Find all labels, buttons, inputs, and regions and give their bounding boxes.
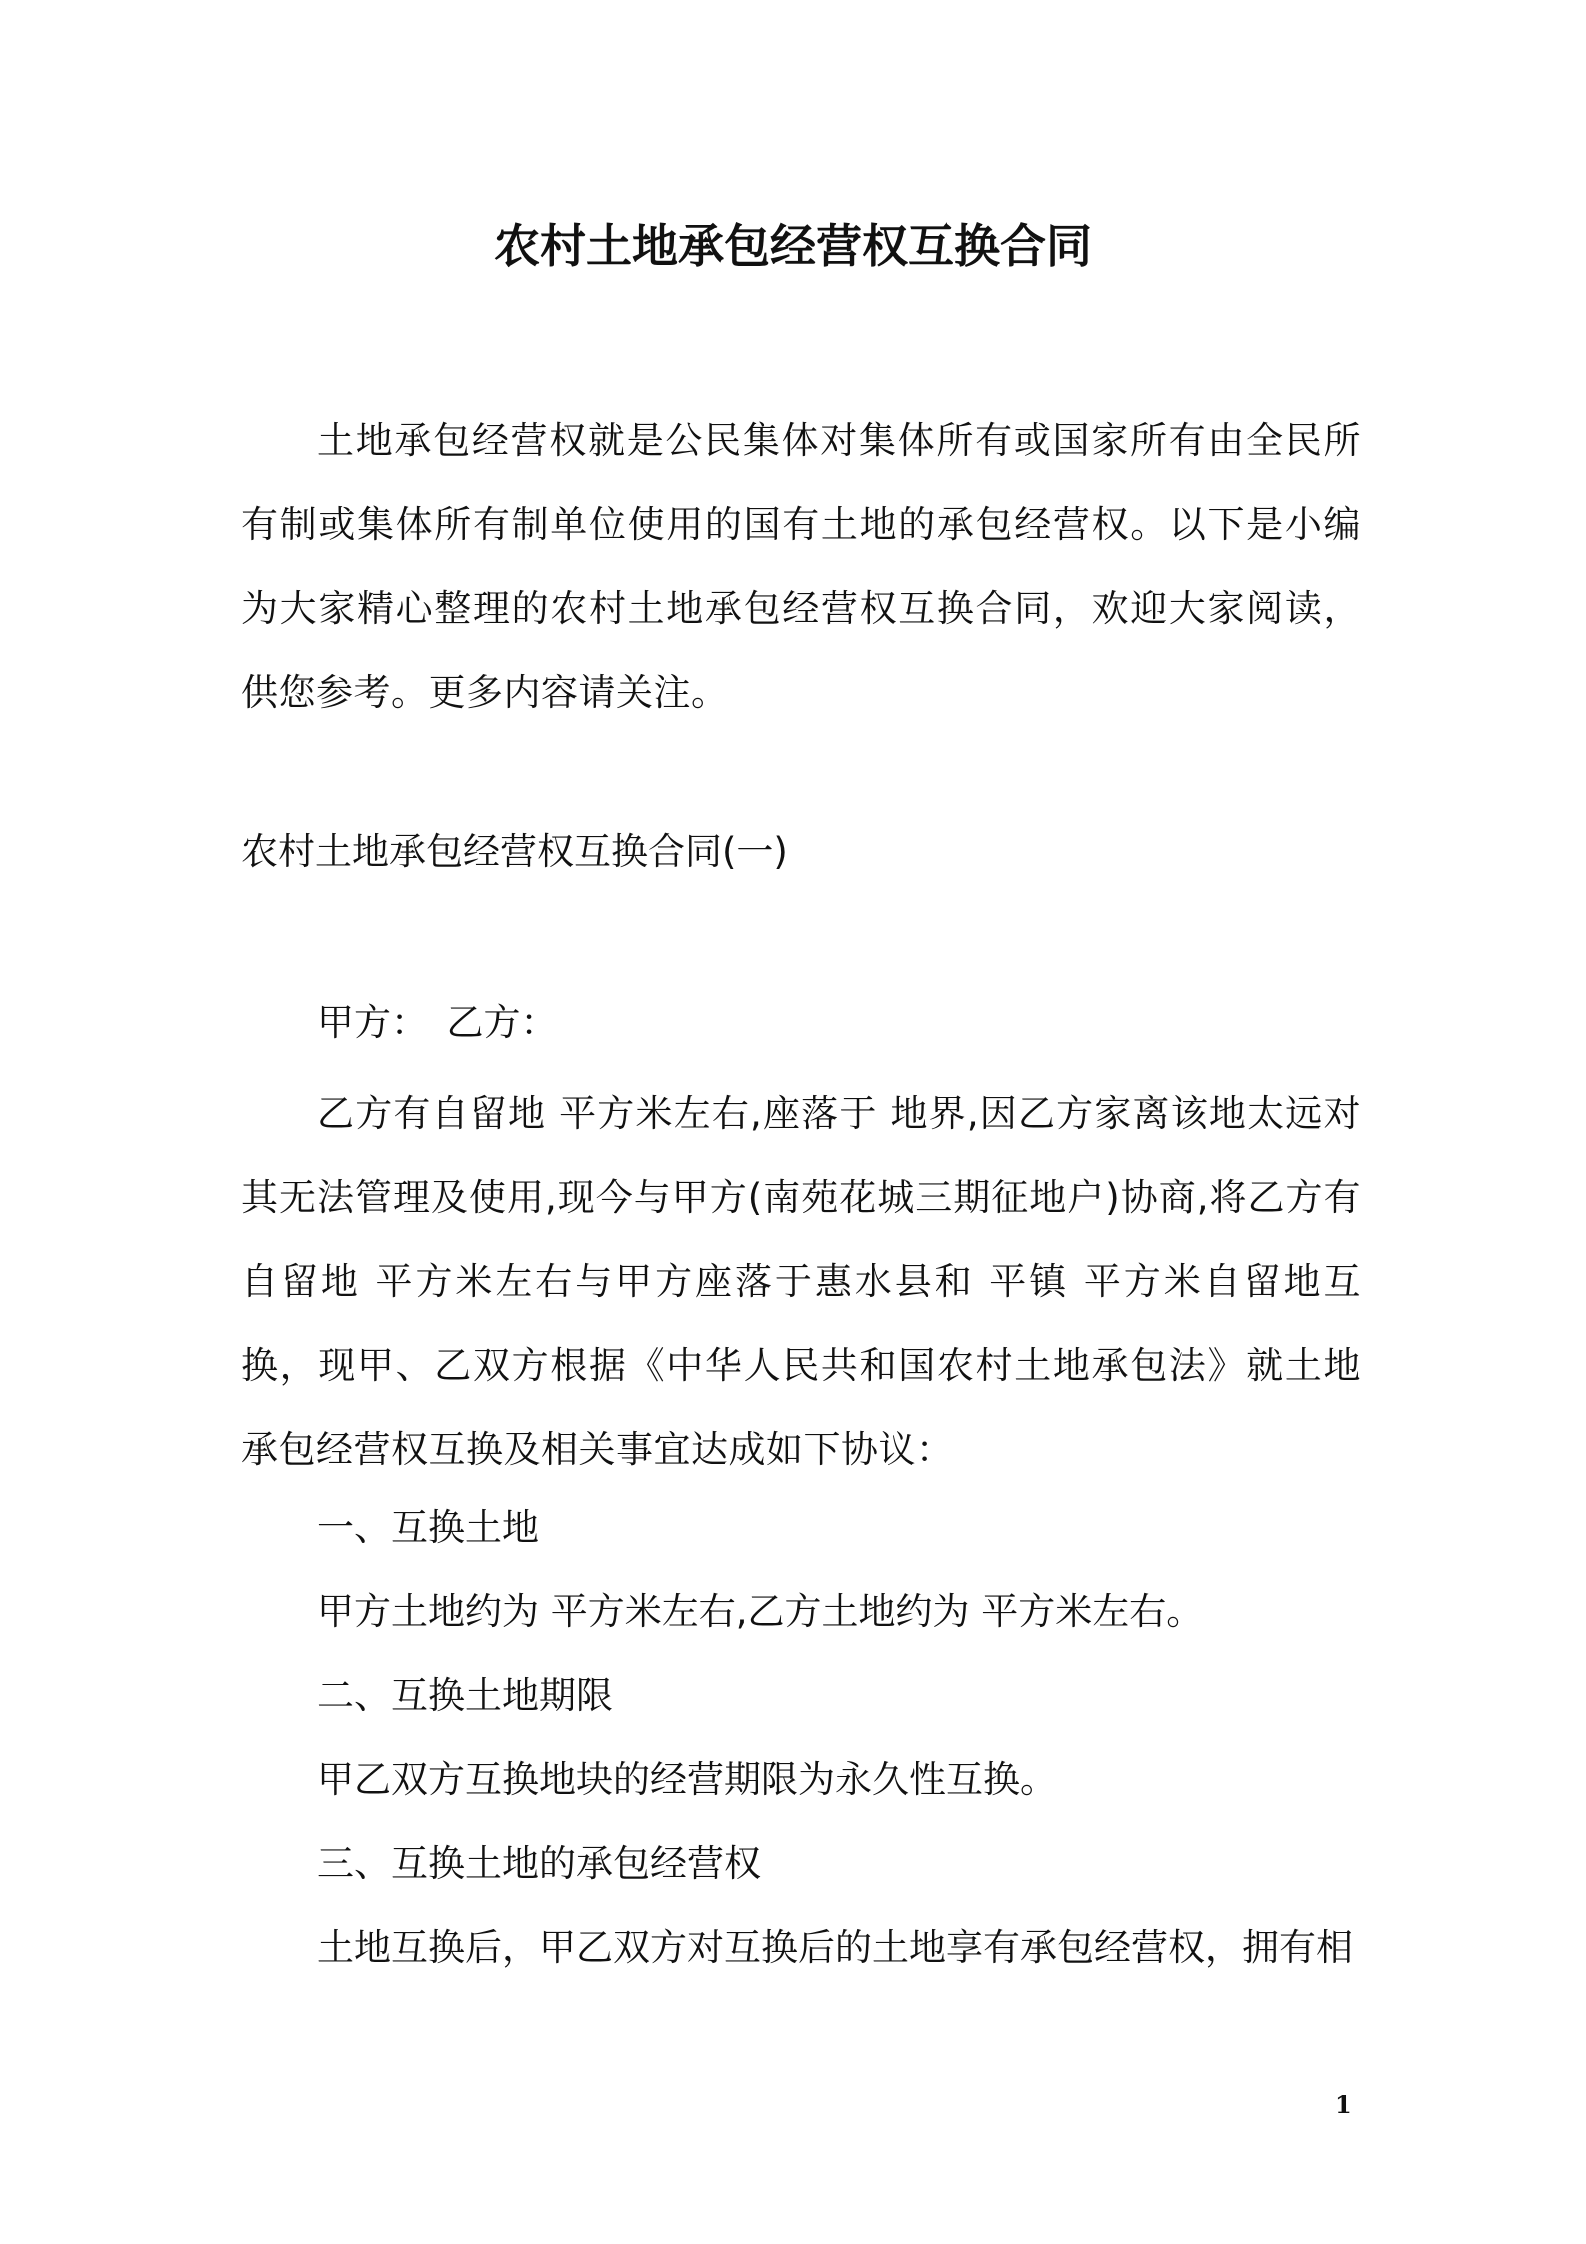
section-heading: 农村土地承包经营权互换合同(一) (241, 830, 788, 873)
clause-1-heading: 一、互换土地 (317, 1506, 539, 1549)
clause-2-heading: 二、互换土地期限 (317, 1674, 613, 1717)
clause-3-text: 土地互换后，甲乙双方对互换后的土地享有承包经营权，拥有相 (317, 1926, 1353, 1969)
page-number: 1 (1335, 2090, 1352, 2119)
clause-2-text: 甲乙双方互换地块的经营期限为永久性互换。 (317, 1758, 1057, 1801)
preamble-paragraph: 乙方有自留地 平方米左右,座落于 地界,因乙方家离该地太远对其无法管理及使用,现今与甲方(南苑花城三期征地户)协商,将乙方有自留地 平方米左右与甲方座落于惠水县和 平镇 平方米自留地互换，现甲、乙双方根据《中华人民共和国农村土地承包法》就土地承包经营权互换及相关事宜达成如下协议： (241, 1092, 1361, 1471)
clause-3-heading: 三、互换土地的承包经营权 (317, 1842, 761, 1885)
clause-1-text: 甲方土地约为 平方米左右,乙方土地约为 平方米左右。 (317, 1590, 1204, 1633)
intro-paragraph: 土地承包经营权就是公民集体对集体所有或国家所有由全民所有制或集体所有制单位使用的国有土地的承包经营权。以下是小编为大家精心整理的农村土地承包经营权互换合同，欢迎大家阅读，供您参考。更多内容请关注。 (241, 419, 1361, 714)
parties-line: 甲方： 乙方： (317, 1001, 558, 1044)
document-title: 农村土地承包经营权互换合同 (494, 219, 1092, 273)
